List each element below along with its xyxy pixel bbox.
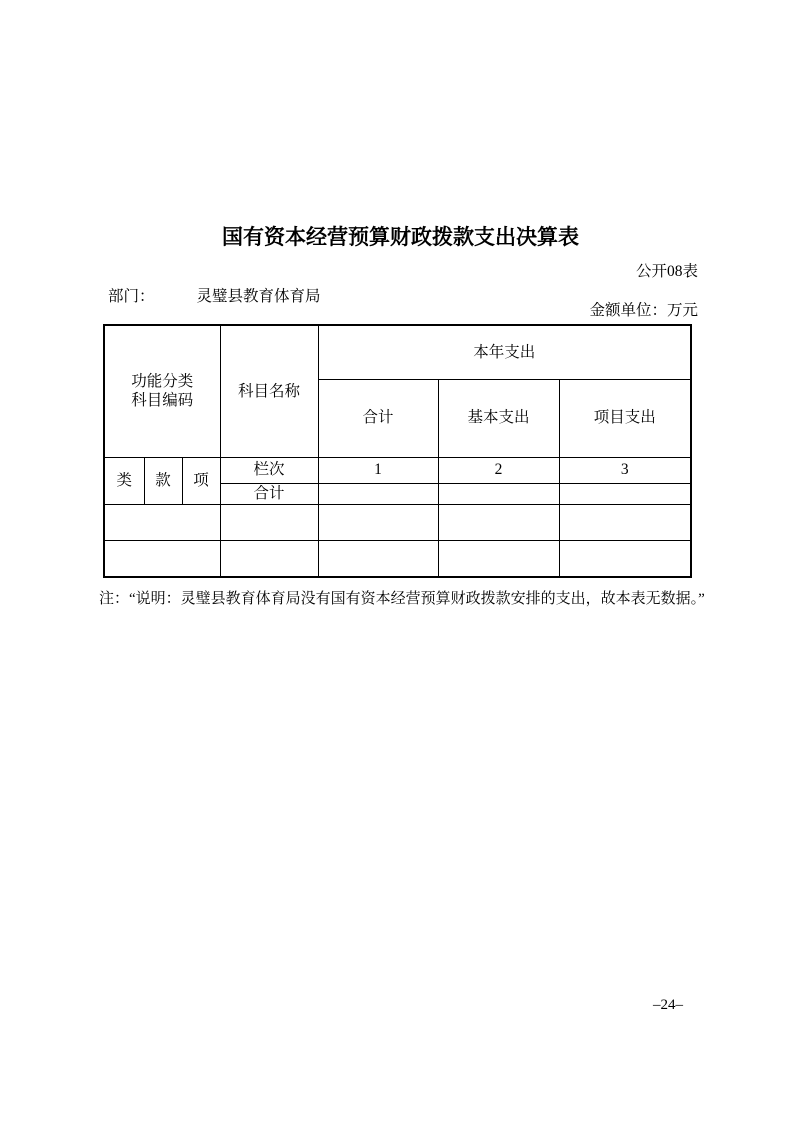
header-functional-code-line2: 科目编码 — [131, 392, 194, 410]
row-index-label: 栏次 — [220, 457, 318, 483]
total-cell-project — [559, 483, 691, 504]
page-number: –24– — [653, 997, 683, 1013]
empty-value-cell — [318, 504, 438, 540]
code-col-class: 类 — [104, 457, 144, 504]
empty-subject-cell — [220, 504, 318, 540]
empty-value-cell — [318, 540, 438, 577]
total-cell-basic — [438, 483, 559, 504]
index-cell-1: 1 — [318, 457, 438, 483]
total-cell-sum — [318, 483, 438, 504]
index-cell-2: 2 — [438, 457, 559, 483]
page-title: 国有资本经营预算财政拨款支出决算表 — [222, 226, 579, 249]
header-subject-name: 科目名称 — [220, 325, 318, 457]
table-row-empty-1 — [104, 504, 691, 540]
department-value: 灵璧县教育体育局 — [196, 288, 321, 305]
empty-code-cell — [104, 504, 220, 540]
budget-table — [103, 324, 692, 578]
empty-value-cell — [559, 504, 691, 540]
empty-code-cell — [104, 540, 220, 577]
header-basic-expenditure: 基本支出 — [438, 379, 559, 457]
empty-value-cell — [438, 504, 559, 540]
header-project-expenditure: 项目支出 — [559, 379, 691, 457]
amount-unit: 金额单位：万元 — [589, 302, 698, 319]
table-header-row-1 — [104, 325, 691, 379]
form-code: 公开08表 — [635, 263, 698, 280]
empty-value-cell — [438, 540, 559, 577]
header-functional-code-line1: 功能分类 — [131, 372, 194, 390]
header-current-year-expenditure: 本年支出 — [318, 325, 691, 379]
department-label: 部门： — [108, 288, 155, 305]
index-cell-3: 3 — [559, 457, 691, 483]
code-col-section: 款 — [144, 457, 182, 504]
header-functional-code — [104, 325, 220, 457]
empty-subject-cell — [220, 540, 318, 577]
table-row-empty-2 — [104, 540, 691, 577]
code-col-item: 项 — [182, 457, 220, 504]
explanatory-note: 注：“说明：灵璧县教育体育局没有国有资本经营预算财政拨款安排的支出，故本表无数据。” — [99, 591, 705, 607]
row-total-label: 合计 — [220, 483, 318, 504]
header-total: 合计 — [318, 379, 438, 457]
department-line — [108, 288, 321, 306]
table-row-index — [104, 457, 691, 483]
empty-value-cell — [559, 540, 691, 577]
